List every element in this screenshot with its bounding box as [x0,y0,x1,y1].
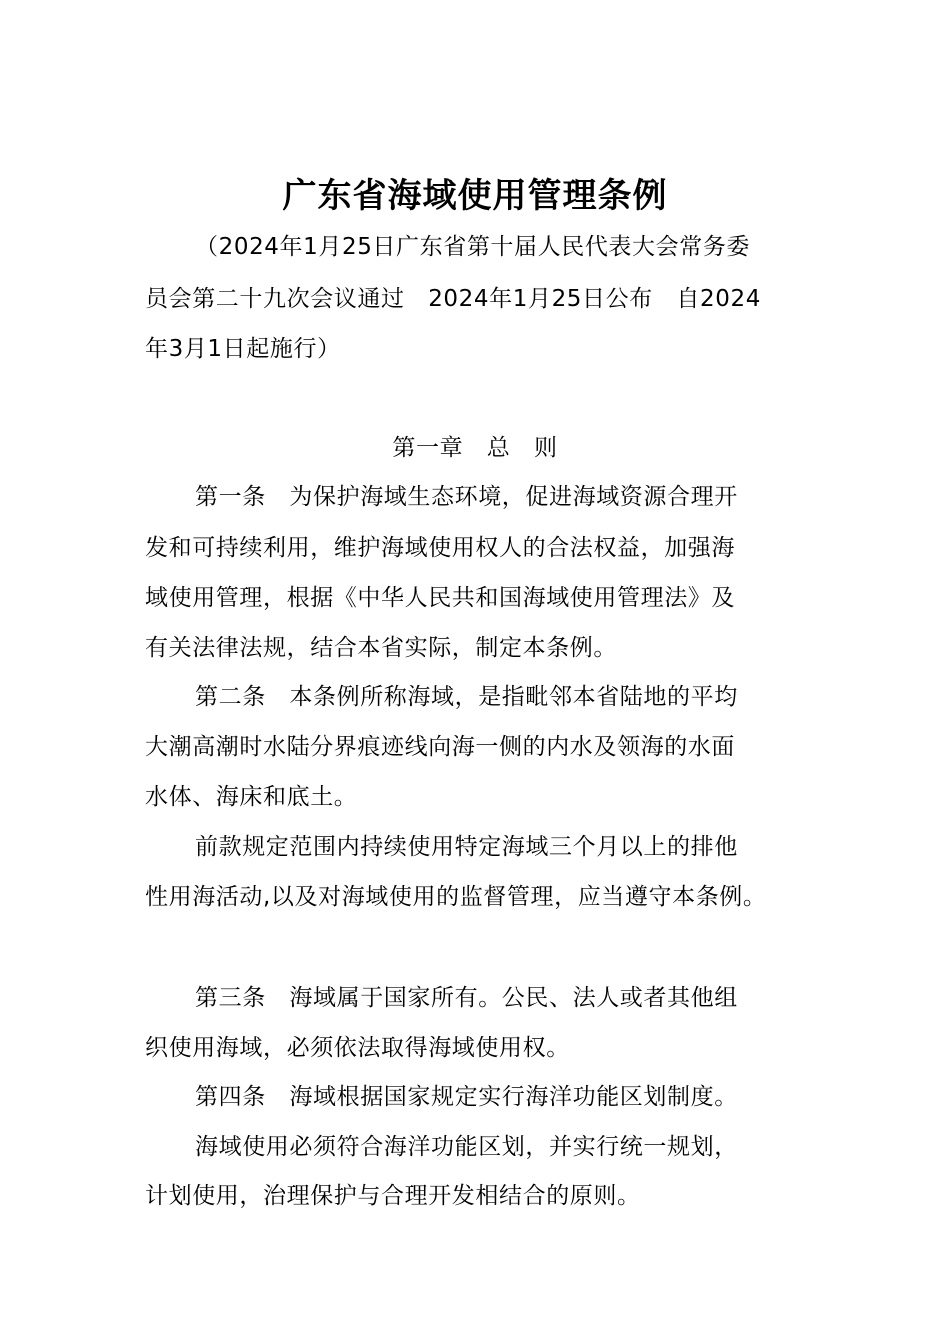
article-4-paragraph-line: 海域使用必须符合海洋功能区划，并实行统一规划， [195,1134,738,1160]
article-2-line: 第二条 本条例所称海域，是指毗邻本省陆地的平均 [195,684,738,710]
preamble-line: 年3月1日起施行） [145,336,341,362]
article-4-paragraph-line: 计划使用，治理保护与合理开发相结合的原则。 [145,1183,641,1209]
chapter-heading: 第一章 总 则 [392,435,558,461]
document-title: 广东省海域使用管理条例 [282,176,668,216]
article-2-paragraph-line: 性用海活动,以及对海域使用的监督管理，应当遵守本条例。 [145,884,767,910]
article-1-line: 发和可持续利用，维护海域使用权人的合法权益，加强海 [145,535,735,561]
article-1-line: 域使用管理，根据《中华人民共和国海域使用管理法》及 [145,585,735,611]
article-2-paragraph-line: 前款规定范围内持续使用特定海域三个月以上的排他 [195,834,738,860]
article-1-line: 第一条 为保护海域生态环境，促进海域资源合理开 [195,484,738,510]
article-1-line: 有关法律法规，结合本省实际，制定本条例。 [145,635,617,661]
preamble-line: 员会第二十九次会议通过 2024年1月25日公布 自2024 [145,286,761,312]
article-4-line: 第四条 海域根据国家规定实行海洋功能区划制度。 [195,1084,738,1110]
preamble-line: （2024年1月25日广东省第十届人民代表大会常务委 [195,234,751,260]
article-2-line: 大潮高潮时水陆分界痕迹线向海一侧的内水及领海的水面 [145,734,735,760]
article-3-line: 织使用海域，必须依法取得海域使用权。 [145,1035,570,1061]
article-2-line: 水体、海床和底土。 [145,784,358,810]
article-3-line: 第三条 海域属于国家所有。公民、法人或者其他组 [195,985,738,1011]
